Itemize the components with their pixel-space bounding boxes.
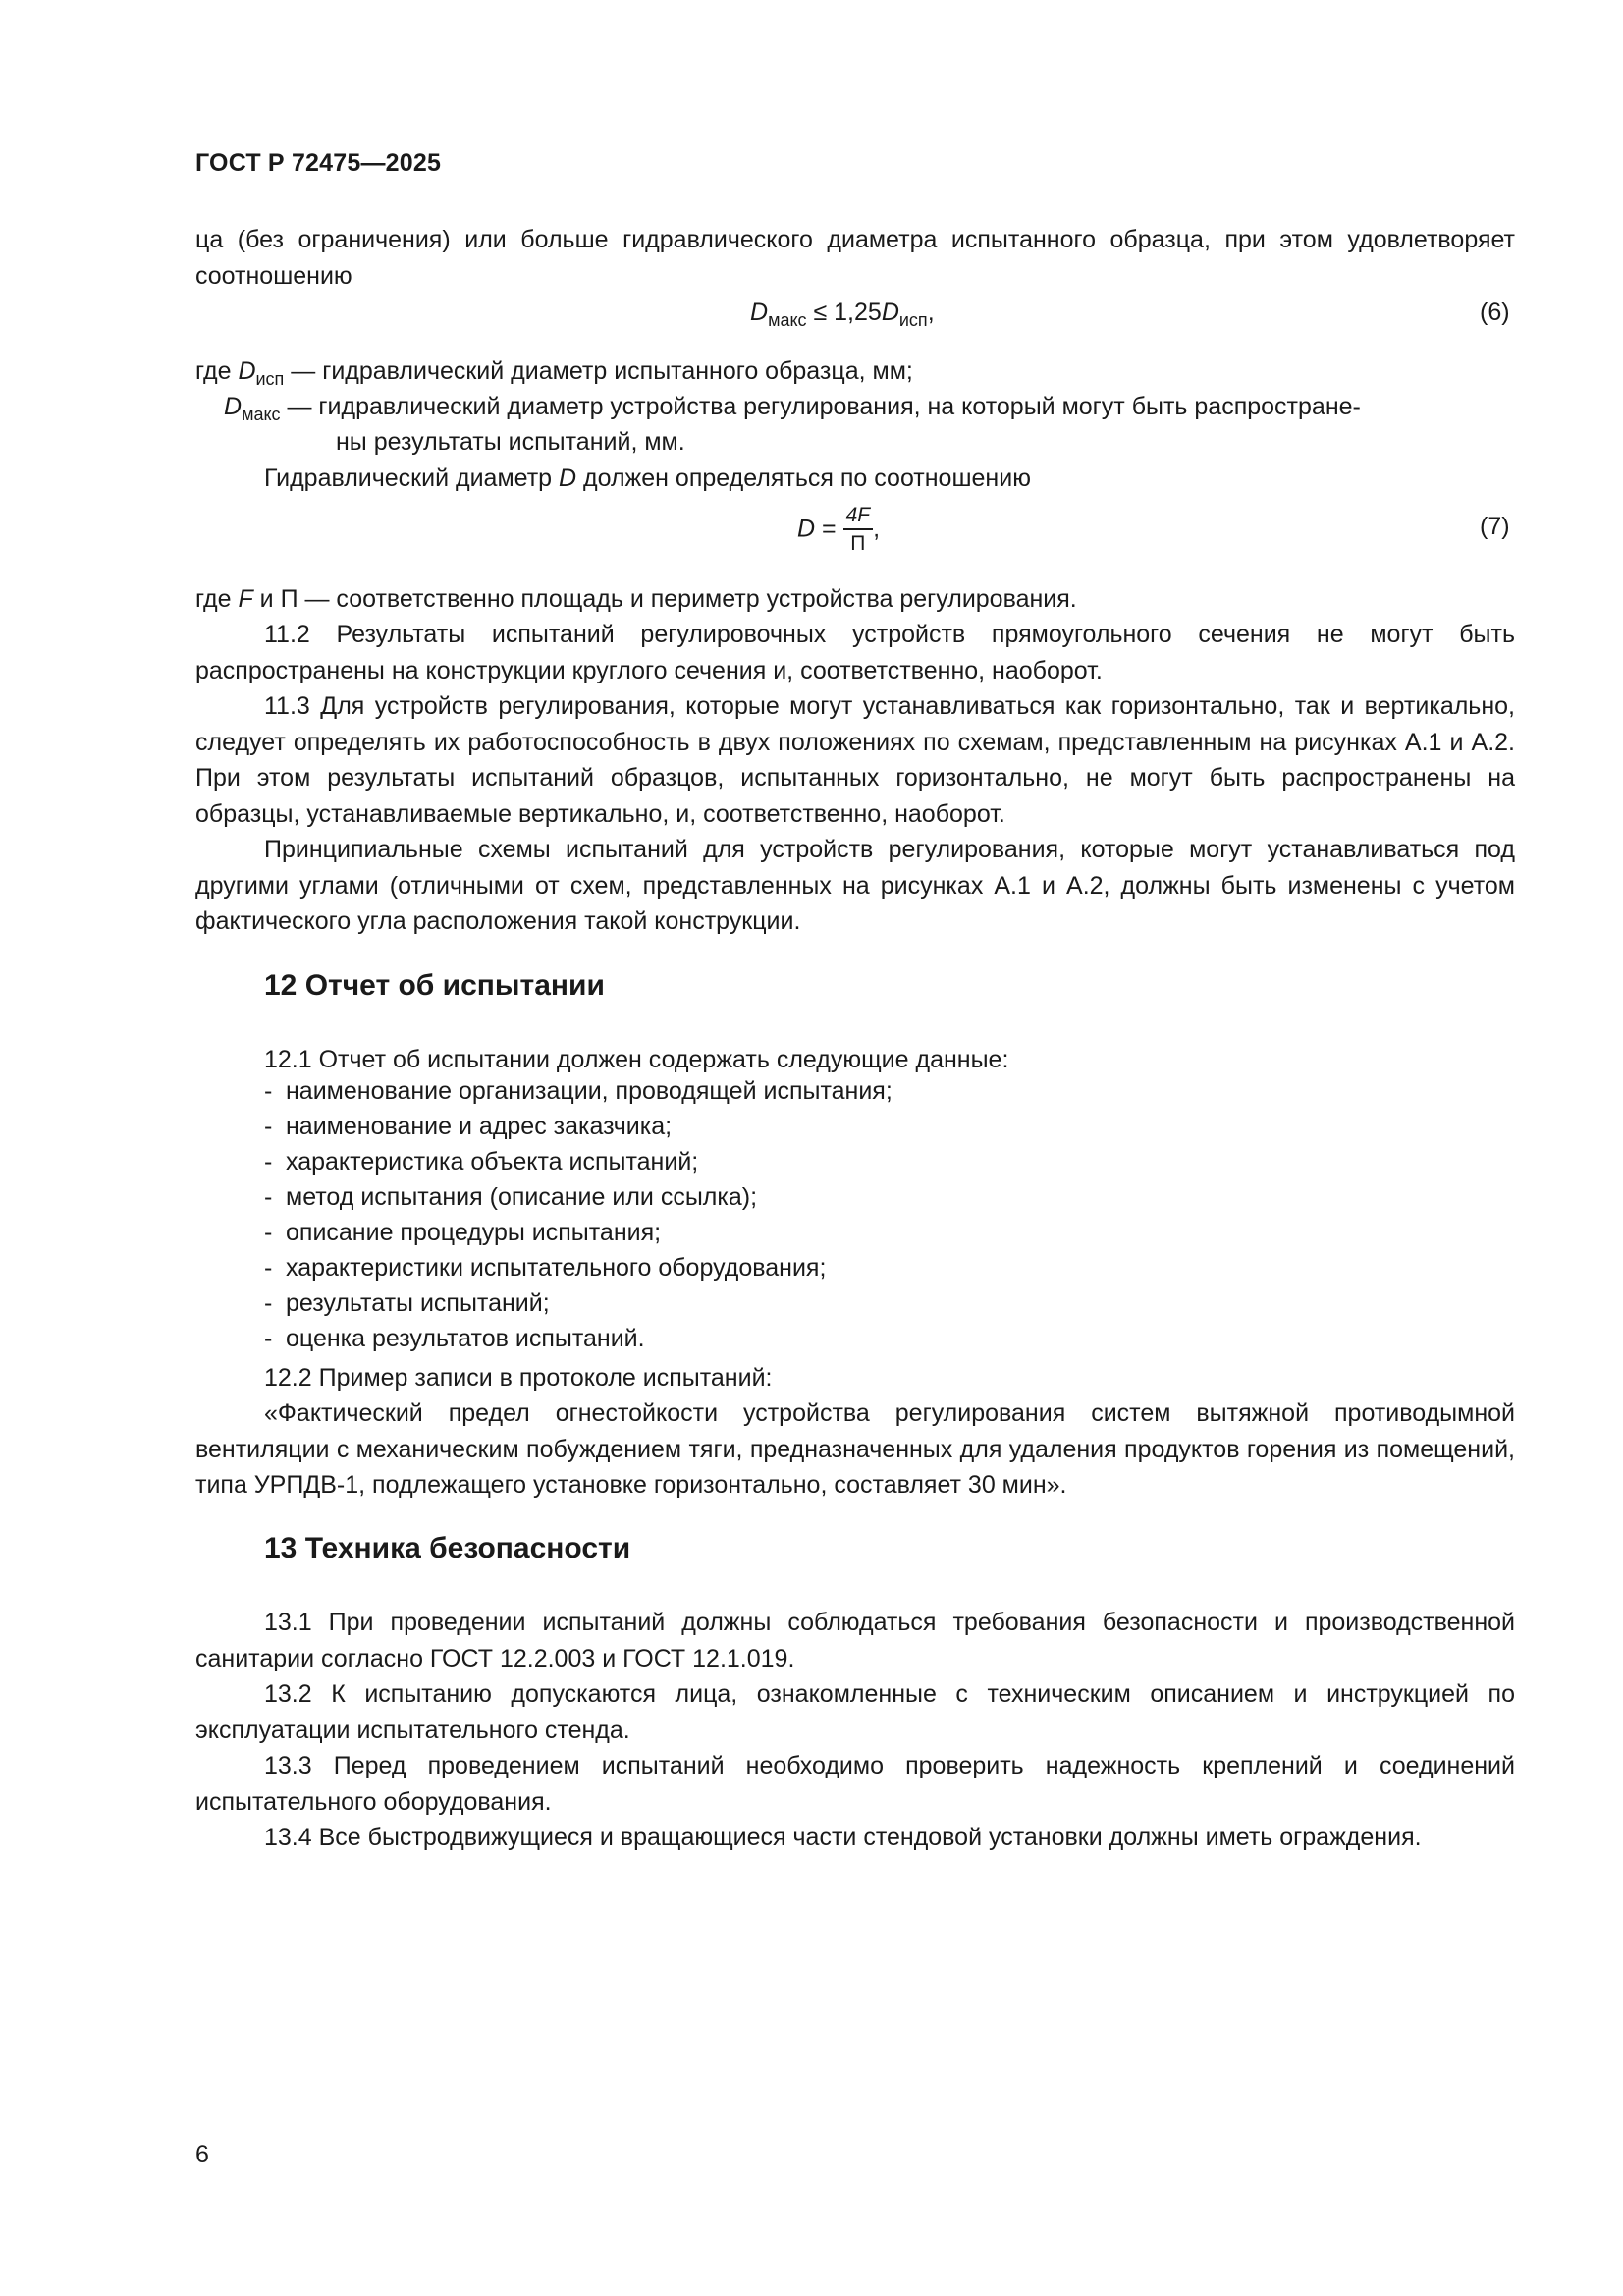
list-item: - наименование и адрес заказчика; [264, 1113, 673, 1140]
clause-11-3: 11.3 Для устройств регулирования, которые могут устанавливаться как горизонтально, так и вертикально, следует определять их работоспособность в двух положениях по схемам, представленным на рисунках А.1 и А.2. При этом результаты испытаний образцов, испытанных горизонтально, не могут быть распространены на образцы, устанавливаемые вертикально, и, соответственно, наоборот. [195, 692, 1515, 828]
protocol-example-quote: «Фактический предел огнестойкости устройства регулирования систем вытяжной противодымной вентиляции с механическим побуждением тяги, предназначенных для удаления продуктов горения из помещений, типа УРПДВ-1, подлежащего установке горизонтально, составляет 30 мин». [195, 1399, 1515, 1499]
eq7-denominator: П [850, 532, 866, 555]
where2-var: F [238, 585, 253, 613]
eq6-rhs-sub: исп [898, 310, 928, 330]
where-row-2-continuation: ны результаты испытаний, мм. [336, 428, 685, 456]
equation-6-number: (6) [1480, 299, 1510, 326]
where-row-1-prefix: где [195, 357, 239, 385]
clause-13-3: 13.3 Перед проведением испытаний необходимо проверить надежность креплений и соединений испытательного оборудования. [195, 1752, 1515, 1816]
list-item-text: наименование организации, проводящей испытания; [286, 1077, 893, 1105]
eq6-tail: , [927, 299, 935, 326]
section-13-heading: 13 Техника безопасности [264, 1532, 631, 1564]
list-item-text: результаты испытаний; [286, 1289, 550, 1317]
list-item: - характеристика объекта испытаний; [264, 1148, 699, 1175]
list-item: - метод испытания (описание или ссылка); [264, 1183, 758, 1211]
list-item-text: описание процедуры испытания; [286, 1219, 662, 1246]
eq7-equals: = [815, 515, 843, 543]
equation-6 [750, 299, 935, 330]
list-item-text: характеристика объекта испытаний; [286, 1148, 699, 1175]
eq7-lhs: D [797, 515, 816, 543]
eq7-fraction [843, 504, 874, 557]
clause-13-2: 13.2 К испытанию допускаются лица, ознакомленные с техническим описанием и инструкцией по эксплуатации испытательного стенда. [195, 1680, 1515, 1744]
hydraulic-diameter-paragraph [264, 461, 1031, 497]
eq7-numerator: 4F [843, 504, 874, 530]
schemes-paragraph: Принципиальные схемы испытаний для устройств регулирования, которые могут устанавливаться под другими углами (отличными от схем, представленных на рисунках А.1 и А.2, должны быть изменены с учетом фактического угла расположения такой конструкции. [195, 836, 1515, 935]
list-item: - описание процедуры испытания; [264, 1219, 662, 1246]
eq6-lhs-var: D [750, 299, 769, 326]
where-list-2 [195, 581, 1077, 618]
list-item-text: характеристики испытательного оборудования; [286, 1254, 827, 1282]
where-row-2-text: — гидравлический диаметр устройства регулирования, на который могут быть распростране- [280, 393, 1361, 420]
eq7-tail: , [873, 515, 881, 543]
section-12-heading: 12 Отчет об испытании [264, 969, 605, 1002]
intro-paragraph: ца (без ограничения) или больше гидравлического диаметра испытанного образца, при этом удовлетворяет соотношению [195, 226, 1515, 290]
clause-13-1: 13.1 При проведении испытаний должны соблюдаться требования безопасности и производственной санитарии согласно ГОСТ 12.2.003 и ГОСТ 12.1.019. [195, 1609, 1515, 1672]
list-item: - характеристики испытательного оборудования; [264, 1254, 827, 1282]
document-header: ГОСТ Р 72475—2025 [195, 149, 442, 177]
page-number: 6 [195, 2141, 209, 2168]
list-item: - оценка результатов испытаний. [264, 1325, 645, 1352]
list-item-text: оценка результатов испытаний. [286, 1325, 645, 1352]
where-row-2-sub: макс [242, 405, 281, 424]
where-row-2 [224, 389, 1361, 425]
where-row-1-sub: исп [255, 369, 285, 389]
list-item: - результаты испытаний; [264, 1289, 550, 1317]
equation-7-number: (7) [1480, 513, 1510, 540]
clause-12-2: 12.2 Пример записи в протоколе испытаний: [264, 1364, 773, 1392]
hyd-pre: Гидравлический диаметр [264, 465, 560, 492]
where-row-1-var: D [238, 357, 256, 385]
list-item-text: метод испытания (описание или ссылка); [286, 1183, 758, 1211]
where2-post: и П — соответственно площадь и периметр устройства регулирования. [252, 585, 1077, 613]
hyd-var: D [559, 465, 577, 492]
equation-7 [797, 504, 880, 557]
where-row-1 [195, 354, 913, 390]
eq6-rhs-var: D [881, 299, 899, 326]
clause-11-2: 11.2 Результаты испытаний регулировочных устройств прямоугольного сечения не могут быть распространены на конструкции круглого сечения и, соответственно, наоборот. [195, 621, 1515, 684]
list-item: - наименование организации, проводящей испытания; [264, 1077, 893, 1105]
eq6-relation: ≤ 1,25 [806, 299, 882, 326]
clause-12-1: 12.1 Отчет об испытании должен содержать следующие данные: [264, 1046, 1009, 1073]
where-row-1-text: — гидравлический диаметр испытанного образца, мм; [284, 357, 913, 385]
clause-13-4: 13.4 Все быстродвижущиеся и вращающиеся части стендовой установки должны иметь ограждения. [264, 1824, 1422, 1851]
list-item-text: наименование и адрес заказчика; [286, 1113, 673, 1140]
where-row-2-var: D [224, 393, 243, 420]
hyd-post: должен определяться по соотношению [576, 465, 1031, 492]
eq6-lhs-sub: макс [768, 310, 807, 330]
where2-pre: где [195, 585, 239, 613]
